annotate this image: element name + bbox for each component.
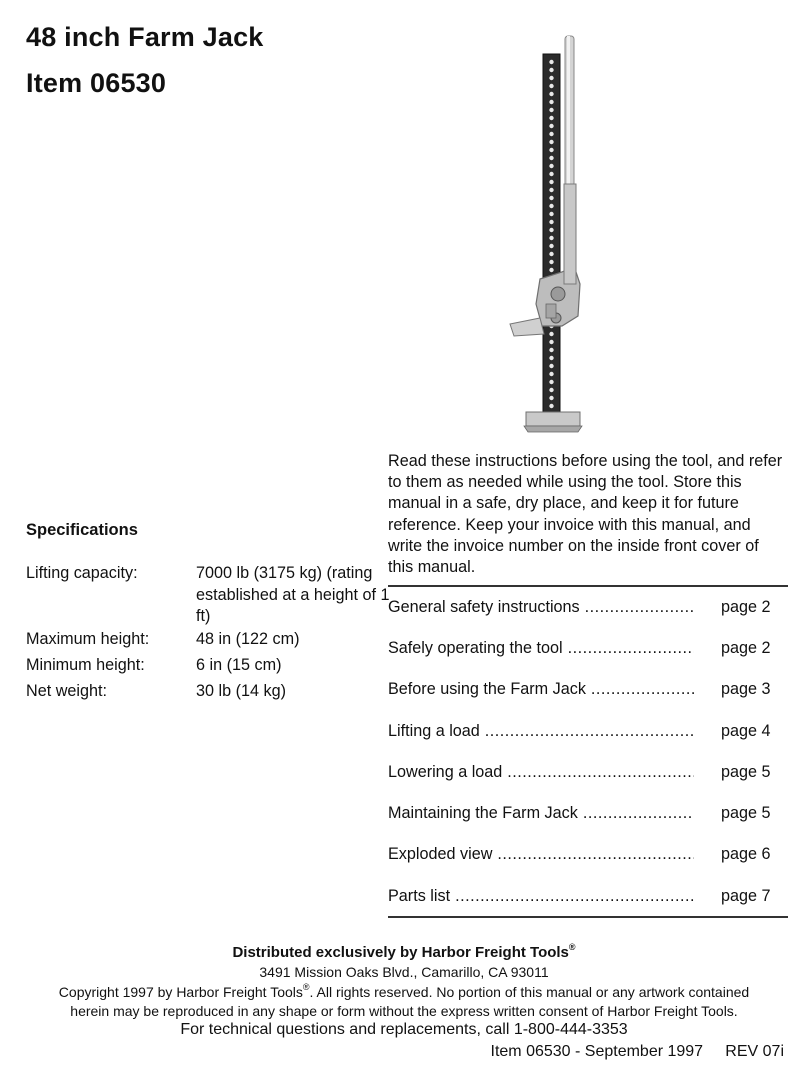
copyright-line: [0, 984, 808, 1000]
distributor-line: [0, 944, 808, 961]
rack-hole: [549, 196, 553, 200]
rack-hole: [549, 180, 553, 184]
rack-hole: [549, 268, 553, 272]
rack-hole: [549, 348, 553, 352]
toc-entry-page: page 3: [721, 680, 771, 698]
spec-value: 30 lb (14 kg): [196, 682, 286, 700]
support-line: For technical questions and replacements, call 1-800-444-3353: [180, 1021, 628, 1038]
rack-hole: [549, 388, 553, 392]
address-line: 3491 Mission Oaks Blvd., Camarillo, CA 93011: [259, 964, 549, 980]
rack-hole: [549, 156, 553, 160]
toc-entry: [388, 637, 784, 659]
rack-hole: [549, 100, 553, 104]
revision-line: Item 06530 - September 1997 REV 07i: [490, 1043, 784, 1060]
rack-hole: [549, 140, 553, 144]
toc-bottom-rule: [388, 916, 788, 918]
rack-hole: [549, 164, 553, 168]
rack-hole: [549, 76, 553, 80]
rack-hole: [549, 356, 553, 360]
spec-label: Net weight:: [26, 682, 107, 700]
rack-hole: [549, 364, 553, 368]
toc-entry-page: page 5: [721, 804, 771, 822]
toc-entry-page: page 4: [721, 722, 771, 740]
rack-hole: [549, 148, 553, 152]
toc-entry-title: General safety instructions .....: [388, 596, 694, 618]
toc-entry: [388, 596, 784, 618]
toc-entry-page: page 2: [721, 639, 771, 657]
rack-hole: [549, 212, 553, 216]
toc-entry-title: Exploded view .....: [388, 843, 694, 865]
rack-hole: [549, 92, 553, 96]
item-number: Item 06530: [26, 68, 167, 98]
rack-hole: [549, 204, 553, 208]
rack-hole: [549, 244, 553, 248]
rack-hole: [549, 396, 553, 400]
rack-hole: [549, 116, 553, 120]
specifications-heading: Specifications: [26, 521, 138, 539]
spec-value: 48 in (122 cm): [196, 630, 300, 648]
rack-hole: [549, 340, 553, 344]
copyright-prefix: Copyright 1997 by Harbor Freight Tools: [58, 984, 303, 1000]
rack-hole: [549, 108, 553, 112]
spec-label: Minimum height:: [26, 656, 145, 674]
copyright-suffix: . All rights reserved. No portion of this manual or any artwork contained: [309, 984, 750, 1000]
toc-entry-title: Safely operating the tool .....: [388, 637, 694, 659]
intro-paragraph: Read these instructions before using the tool, and refer to them as needed while using the tool. Store this manual in a safe, dry place, and keep it for future reference. Keep your invoice with this manual, and write the invoice number on the inside front cover of this manual.: [388, 452, 783, 577]
rack-hole: [549, 252, 553, 256]
spec-value: 7000 lb (3175 kg) (rating established at a height of 1 ft): [196, 564, 390, 625]
toc-entry-title: Parts list .....: [388, 885, 694, 907]
registered-mark: ®: [568, 942, 576, 952]
rack-hole: [549, 260, 553, 264]
toc-entry: [388, 720, 784, 742]
rack-hole: [549, 68, 553, 72]
rack-hole: [549, 228, 553, 232]
registered-mark: ®: [302, 982, 310, 992]
toc-entry-title: Lifting a load .....: [388, 720, 694, 742]
rack-hole: [549, 220, 553, 224]
distributor-text: Distributed exclusively by Harbor Freight Tools: [232, 944, 569, 961]
page-title: 48 inch Farm Jack: [26, 22, 264, 52]
rack-hole: [549, 132, 553, 136]
toc-entry-title: Lowering a load .....: [388, 761, 694, 783]
rack-hole: [549, 380, 553, 384]
toc-entry: [388, 678, 784, 700]
toc-entry-page: page 5: [721, 763, 771, 781]
toc-entry-page: page 6: [721, 845, 771, 863]
toc-entry-page: page 2: [721, 598, 771, 616]
spec-value: 6 in (15 cm): [196, 656, 282, 674]
toc-entry-title: Maintaining the Farm Jack .....: [388, 802, 694, 824]
toc-entry: [388, 761, 784, 783]
spec-label: Lifting capacity:: [26, 564, 138, 582]
toc-top-rule: [388, 585, 788, 587]
toc-entry: [388, 885, 784, 907]
toc-entry: [388, 843, 784, 865]
spec-label: Maximum height:: [26, 630, 150, 648]
rack-hole: [549, 332, 553, 336]
rack-hole: [549, 236, 553, 240]
toc-entry: [388, 802, 784, 824]
rack-hole: [549, 172, 553, 176]
rack-hole: [549, 404, 553, 408]
farm-jack-illustration: [500, 34, 620, 436]
copyright-line-2: herein may be reproduced in any shape or form without the express written consent of Harbor Freight Tools.: [70, 1003, 738, 1019]
rack-hole: [549, 372, 553, 376]
rack-hole: [549, 60, 553, 64]
rack-hole: [549, 84, 553, 88]
toc-entry-title: Before using the Farm Jack .....: [388, 678, 694, 700]
rack-hole: [549, 188, 553, 192]
toc-entry-page: page 7: [721, 887, 771, 905]
rack-hole: [549, 124, 553, 128]
